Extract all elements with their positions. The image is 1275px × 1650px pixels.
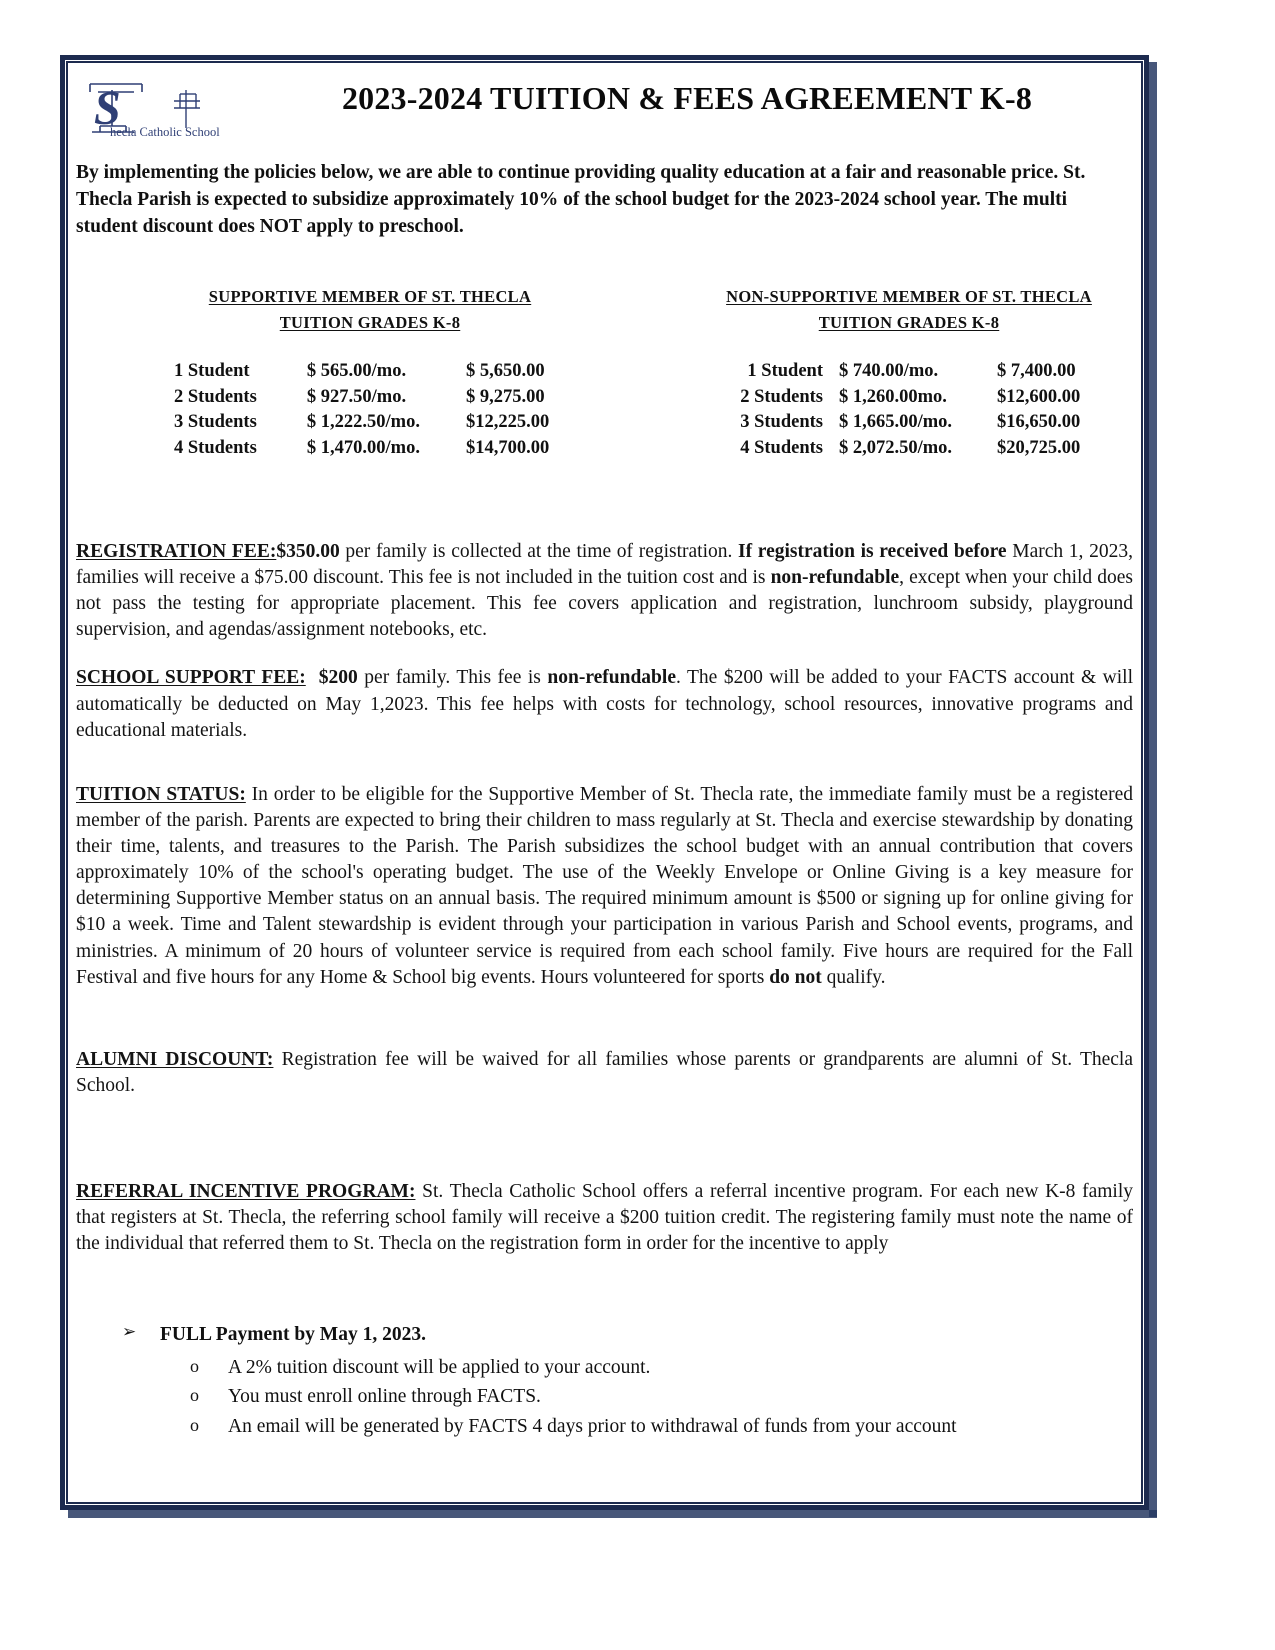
svg-text:S: S bbox=[94, 82, 121, 135]
row-monthly: $ 2,072.50/mo. bbox=[839, 437, 953, 458]
list-item-label: An email will be generated by FACTS 4 days prior to withdrawal of funds from your account bbox=[228, 1416, 957, 1438]
non-supportive-heading-1 bbox=[683, 287, 1135, 307]
referral-incentive-text: St. Thecla Catholic School offers a referral incentive program. For each new K-8 family that registers at St. Thecla, the referring school family will receive a $200 tuition credit. The registering family must note the name of the individual that referred them to St. Thecla on the registration form in order for the incentive to apply bbox=[76, 1181, 1133, 1255]
section-referral-incentive bbox=[76, 1179, 1133, 1257]
tuition-status-heading: TUITION STATUS: bbox=[76, 783, 246, 805]
registration-fee-bold-1: If registration is received before bbox=[738, 540, 1007, 562]
alumni-discount-heading: ALUMNI DISCOUNT: bbox=[76, 1048, 274, 1070]
registration-fee-bold-2: non-refundable bbox=[770, 567, 900, 589]
row-monthly: $ 1,260.00mo. bbox=[839, 386, 947, 407]
registration-fee-amount: $350.00 bbox=[276, 540, 340, 562]
row-students: 1 Student bbox=[747, 361, 823, 382]
page-border-shadow-right bbox=[1149, 62, 1157, 1517]
list-item bbox=[190, 1354, 1133, 1382]
row-monthly: $ 1,222.50/mo. bbox=[306, 412, 420, 433]
tuition-status-bold-1: do not bbox=[769, 966, 822, 988]
registration-fee-text-2: March 1, 2023, families will receive a $75.00 discount. This fee is not included in the tuition cost and is bbox=[76, 540, 1133, 589]
row-students: 3 Students bbox=[740, 412, 823, 433]
list-item-label: A 2% tuition discount will be applied to your account. bbox=[228, 1356, 651, 1378]
row-annual: $20,725.00 bbox=[997, 437, 1081, 458]
payment-options-list bbox=[76, 1321, 1133, 1440]
row-annual: $12,225.00 bbox=[465, 412, 550, 433]
list-item-full-payment bbox=[122, 1321, 1133, 1348]
logo-wordmark: hecla Catholic School bbox=[110, 125, 220, 139]
policy-sections bbox=[72, 539, 1137, 1441]
tuition-tables bbox=[72, 287, 1137, 461]
school-support-bold-1: non-refundable bbox=[547, 667, 676, 689]
non-supportive-heading-2 bbox=[683, 313, 1135, 333]
registration-fee-text-1: per family is collected at the time of registration. bbox=[339, 540, 739, 562]
document-header bbox=[72, 66, 1137, 150]
list-item-label: You must enroll online through FACTS. bbox=[228, 1386, 541, 1408]
tuition-status-text-2: qualify. bbox=[821, 966, 886, 988]
section-tuition-status bbox=[76, 782, 1133, 991]
row-students: 3 Students bbox=[174, 412, 257, 433]
row-annual: $ 7,400.00 bbox=[997, 361, 1076, 382]
referral-incentive-heading: REFERRAL INCENTIVE PROGRAM: bbox=[76, 1181, 416, 1203]
spacer bbox=[76, 766, 1133, 782]
row-annual: $ 9,275.00 bbox=[465, 386, 545, 407]
school-support-text-1: per family. This fee is bbox=[357, 667, 548, 689]
non-supportive-rates-table bbox=[683, 359, 1127, 461]
row-students: 1 Student bbox=[174, 361, 250, 382]
row-students: 4 Students bbox=[174, 437, 257, 458]
row-monthly: $ 1,470.00/mo. bbox=[306, 437, 420, 458]
circle-bullet-icon: o bbox=[190, 1385, 199, 1406]
row-annual: $16,650.00 bbox=[997, 412, 1081, 433]
tuition-table-supportive bbox=[74, 287, 574, 461]
school-support-heading: SCHOOL SUPPORT FEE: bbox=[76, 667, 306, 689]
school-logo bbox=[76, 74, 256, 142]
row-monthly: $ 565.00/mo. bbox=[306, 361, 407, 382]
school-support-amount: $200 bbox=[318, 667, 358, 689]
circle-bullet-icon: o bbox=[190, 1415, 199, 1436]
supportive-heading-1 bbox=[166, 287, 574, 307]
section-school-support-fee bbox=[76, 665, 1133, 743]
tuition-status-text-1: In order to be eligible for the Supportive Member of St. Thecla rate, the immediate family must be a registered member of the parish. Parents are expected to bring their children to mass regularly at St. Thecla and exercise stewardship by donating their time, talents, and treasures to the Parish. The Parish subsidizes the school budget with an annual contribution that covers approximately 10% of the school's operating budget. The use of the Weekly Envelope or Online Giving is a key measure for determining Supportive Member status on an annual basis. The required minimum amount is $500 or signing up for online giving for $10 a week. Time and Talent stewardship is evident through your participation in various Parish and School events, programs, and ministries. A minimum of 20 hours of volunteer service is required from each school family. Five hours are required for the Fall Festival and five hours for any Home & School big events. Hours volunteered for sports bbox=[76, 783, 1133, 988]
row-monthly: $ 927.50/mo. bbox=[306, 386, 407, 407]
section-alumni-discount bbox=[76, 1047, 1133, 1099]
school-support-text-2: . The $200 will be added to your FACTS account & will automatically be deducted on May 1,2023. This fee helps with costs for technology, school resources, innovative programs and educational materials. bbox=[76, 667, 1134, 741]
page-border-shadow-bottom bbox=[68, 1510, 1157, 1518]
non-supportive-heading-2-text: TUITION GRADES K-8 bbox=[818, 312, 1000, 332]
table-row bbox=[683, 359, 1127, 385]
supportive-heading-2-text: TUITION GRADES K-8 bbox=[279, 312, 461, 332]
spacer bbox=[76, 1013, 1133, 1047]
supportive-heading-1-text: SUPPORTIVE MEMBER OF ST. THECLA bbox=[208, 286, 532, 306]
registration-fee-heading: REGISTRATION FEE: bbox=[76, 540, 277, 562]
table-row bbox=[683, 410, 1127, 436]
list-item bbox=[190, 1383, 1133, 1411]
table-row bbox=[166, 410, 574, 436]
spacer bbox=[76, 1121, 1133, 1179]
row-students: 4 Students bbox=[740, 437, 823, 458]
row-monthly: $ 1,665.00/mo. bbox=[839, 412, 953, 433]
row-students: 2 Students bbox=[174, 386, 257, 407]
intro-paragraph: By implementing the policies below, we are able to continue providing quality education at a fair and reasonable price. St. Thecla Parish is expected to subsidize approximately 10% of the school budget for the 2023-2024 school year. The multi student discount does NOT apply to preschool. bbox=[76, 162, 1086, 237]
section-registration-fee bbox=[76, 539, 1133, 644]
full-payment-label: FULL Payment by May 1, 2023. bbox=[160, 1324, 426, 1346]
supportive-heading-2 bbox=[166, 313, 574, 333]
table-row bbox=[683, 384, 1127, 410]
arrow-bullet-icon: ➢ bbox=[122, 1322, 137, 1343]
document-content bbox=[72, 66, 1137, 1499]
row-annual: $ 5,650.00 bbox=[465, 361, 545, 382]
table-row bbox=[166, 384, 574, 410]
row-annual: $12,600.00 bbox=[997, 386, 1081, 407]
table-row bbox=[166, 435, 574, 461]
row-annual: $14,700.00 bbox=[465, 437, 550, 458]
circle-bullet-icon: o bbox=[190, 1355, 199, 1376]
registration-fee-text-3: , except when your child does not pass the testing for appropriate placement. This fee covers application and registration, lunchroom subsidy, playground supervision, and agendas/assignment notebooks, etc. bbox=[76, 567, 1133, 641]
alumni-discount-text: Registration fee will be waived for all families whose parents or grandparents are alumni of St. Thecla School. bbox=[76, 1048, 1133, 1096]
table-row bbox=[166, 359, 574, 385]
page-title: 2023-2024 TUITION & FEES AGREEMENT K-8 bbox=[341, 80, 1033, 116]
supportive-rates-table bbox=[166, 359, 574, 461]
list-item bbox=[190, 1413, 1133, 1441]
row-students: 2 Students bbox=[740, 386, 823, 407]
table-row bbox=[683, 435, 1127, 461]
tuition-table-non-supportive bbox=[635, 287, 1135, 461]
row-monthly: $ 740.00/mo. bbox=[839, 361, 939, 382]
non-supportive-heading-1-text: NON-SUPPORTIVE MEMBER OF ST. THECLA bbox=[726, 286, 1092, 306]
